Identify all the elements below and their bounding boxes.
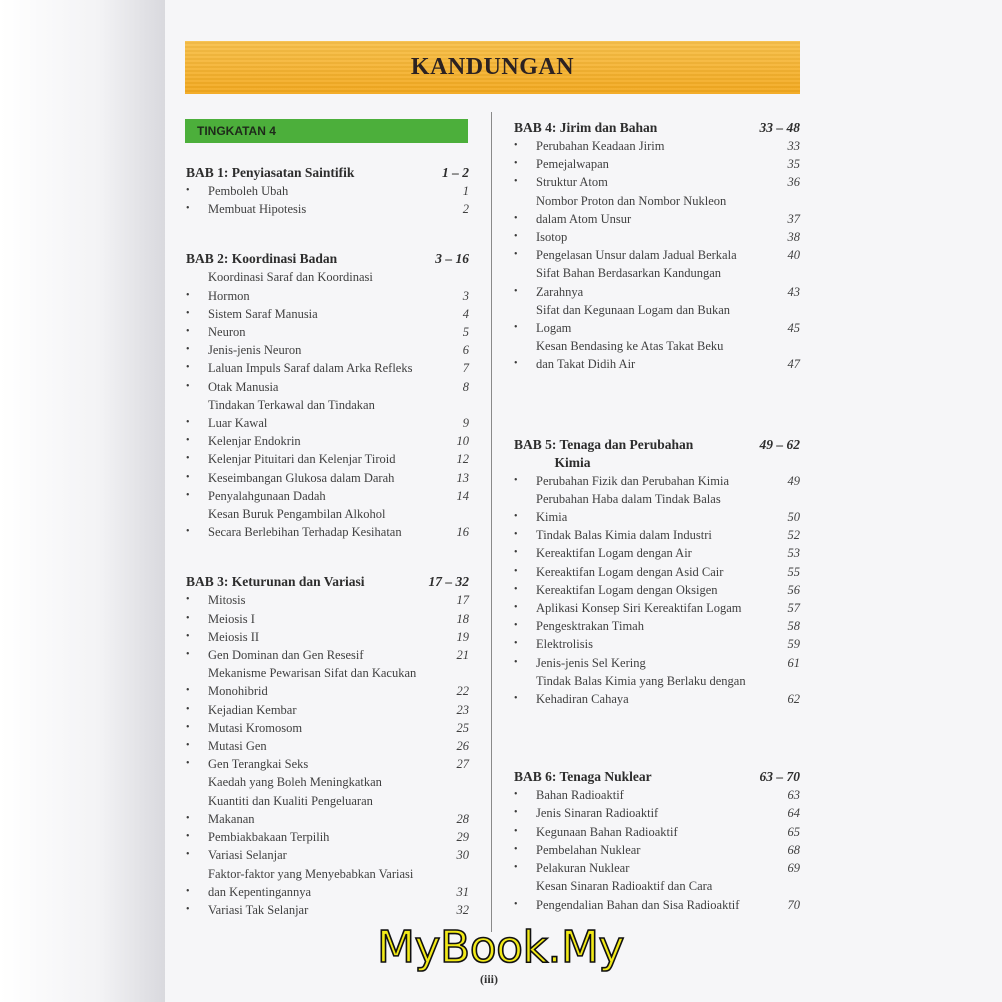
toc-entry[interactable] (186, 323, 469, 341)
bullet-icon: • (186, 630, 190, 642)
toc-entry-text: Pemboleh Ubah (208, 184, 289, 198)
toc-entry-page: 37 (787, 211, 800, 226)
bullet-icon: • (186, 903, 190, 915)
toc-entry[interactable] (514, 137, 800, 155)
left-column (186, 164, 469, 919)
toc-entry-text: Faktor-faktor yang Menyebabkan Variasi dan Kepentingannya (208, 866, 414, 899)
bullet-icon: • (186, 849, 190, 861)
toc-entry-text: Pelakuran Nuklear (536, 861, 630, 876)
bullet-icon: • (514, 212, 518, 224)
toc-entry-text: Mekanisme Pewarisan Sifat dan Kacukan Monohibrid (208, 666, 417, 699)
toc-entry-page: 26 (456, 739, 469, 754)
toc-entry-page: 40 (787, 248, 800, 263)
toc-entry-page: 17 (456, 593, 469, 608)
toc-entry[interactable] (186, 628, 469, 646)
toc-entry-text: Kesan Buruk Pengambilan Alkohol Secara Berlebihan Terhadap Kesihatan (208, 507, 402, 540)
toc-entry[interactable] (186, 846, 469, 864)
toc-entry[interactable] (186, 865, 469, 901)
toc-entry[interactable] (514, 472, 800, 490)
bullet-icon: • (186, 203, 190, 215)
toc-entry-page: 64 (787, 806, 800, 821)
bullet-icon: • (514, 322, 518, 334)
bullet-icon: • (514, 547, 518, 559)
toc-entry-page: 28 (456, 811, 469, 826)
toc-entry-text: Perubahan Haba dalam Tindak Balas Kimia (536, 491, 721, 525)
right-column (514, 119, 800, 914)
toc-entry-text: Perubahan Fizik dan Perubahan Kimia (536, 473, 730, 488)
bullet-icon: • (514, 529, 518, 541)
toc-entry-page: 38 (787, 230, 800, 245)
toc-entry-text: Keseimbangan Glukosa dalam Darah (208, 470, 395, 485)
chapter-heading[interactable] (514, 436, 800, 472)
bullet-icon: • (186, 362, 190, 374)
bullet-icon: • (514, 862, 518, 874)
toc-entry-page: 49 (787, 473, 800, 488)
toc-entry[interactable] (186, 737, 469, 755)
toc-entry[interactable] (186, 646, 469, 664)
chapter-page-range: 49 – 62 (759, 436, 800, 452)
toc-entry-page: 25 (456, 720, 469, 735)
toc-entry-text: Sistem Saraf Manusia (208, 306, 318, 321)
bullet-icon: • (186, 380, 190, 392)
toc-entry-page: 6 (462, 343, 469, 358)
chapter-page-range: 1 – 2 (442, 165, 469, 180)
toc-entry-page: 19 (456, 629, 469, 644)
bullet-icon: • (186, 885, 190, 897)
toc-entry-page: 2 (462, 202, 469, 217)
toc-entry-page: 7 (462, 361, 469, 376)
toc-entry[interactable] (186, 432, 469, 450)
bullet-icon: • (186, 594, 190, 606)
toc-entry[interactable] (514, 672, 800, 708)
toc-entry-text: Pengelasan Unsur dalam Jadual Berkala (536, 248, 737, 263)
toc-entry[interactable] (186, 305, 469, 323)
chapter-heading[interactable] (514, 119, 800, 137)
toc-entry[interactable] (514, 490, 800, 526)
toc-entry-page: 31 (456, 884, 469, 899)
toc-entry-text: Pengesktrakan Timah (536, 619, 644, 634)
chapter-block (514, 436, 800, 709)
toc-entry-text: Gen Terangkai Seks (208, 757, 309, 772)
bullet-icon: • (514, 158, 518, 170)
toc-entry[interactable] (514, 581, 800, 599)
toc-entry-page: 52 (787, 528, 800, 543)
toc-entry[interactable] (186, 182, 469, 200)
toc-entry-page: 21 (456, 648, 469, 663)
toc-entry-text: Mutasi Kromosom (208, 720, 303, 735)
bullet-icon: • (514, 583, 518, 595)
toc-entry-page: 16 (456, 525, 469, 540)
toc-entry-text: Pemejalwapan (536, 157, 609, 172)
bullet-icon: • (186, 185, 190, 196)
bullet-icon: • (186, 612, 190, 624)
toc-entry-text: Kesan Bendasing ke Atas Takat Beku dan Takat Didih Air (536, 339, 724, 372)
toc-entry[interactable] (186, 505, 469, 541)
toc-entry-text: Variasi Tak Selanjar (208, 902, 309, 917)
toc-entry[interactable] (514, 786, 800, 804)
bullet-icon: • (186, 326, 190, 338)
toc-entry-text: Kegunaan Bahan Radioaktif (536, 824, 678, 839)
toc-entry-text: Gen Dominan dan Gen Resesif (208, 648, 364, 663)
toc-entry-page: 27 (456, 757, 469, 772)
bullet-icon: • (186, 812, 190, 824)
toc-entry[interactable] (186, 828, 469, 846)
toc-entry-page: 69 (787, 861, 800, 876)
toc-entry-page: 68 (787, 842, 800, 857)
bullet-icon: • (514, 231, 518, 243)
toc-entry-page: 55 (787, 564, 800, 579)
column-divider (491, 112, 492, 932)
toc-entry-page: 53 (787, 546, 800, 561)
toc-entry-page: 35 (787, 157, 800, 172)
bullet-icon: • (514, 358, 518, 370)
toc-entry[interactable] (514, 526, 800, 544)
bullet-icon: • (186, 307, 190, 319)
bullet-icon: • (514, 620, 518, 632)
toc-entry-text: Aplikasi Konsep Siri Kereaktifan Logam (536, 601, 742, 616)
toc-entry-page: 43 (787, 284, 800, 299)
toc-entry[interactable] (186, 487, 469, 505)
toc-entry-page: 14 (456, 488, 469, 503)
toc-entry[interactable] (514, 192, 800, 228)
bullet-icon: • (186, 526, 190, 538)
bullet-icon: • (186, 435, 190, 447)
toc-entry-text: Tindak Balas Kimia yang Berlaku dengan Kehadiran Cahaya (536, 673, 746, 707)
toc-entry-page: 47 (787, 357, 800, 372)
toc-entry[interactable] (514, 599, 800, 617)
section-tag: TINGKATAN 4 (185, 119, 468, 143)
toc-entry[interactable] (514, 635, 800, 653)
toc-entry[interactable] (514, 544, 800, 562)
toc-entry-text: Isotop (536, 230, 568, 245)
bullet-icon: • (186, 831, 190, 843)
bullet-icon: • (186, 289, 190, 301)
toc-entry-text: Elektrolisis (536, 637, 593, 652)
bullet-icon: • (514, 807, 518, 819)
toc-entry[interactable] (514, 841, 800, 859)
bullet-icon: • (514, 898, 518, 910)
chapter-page-range: 63 – 70 (759, 769, 800, 785)
toc-entry-text: Jenis-jenis Sel Kering (536, 655, 646, 670)
chapter-heading[interactable] (186, 164, 469, 182)
toc-entry-page: 33 (787, 139, 800, 153)
toc-entry-page: 32 (456, 902, 469, 917)
bullet-icon: • (186, 649, 190, 661)
bullet-icon: • (514, 565, 518, 577)
toc-entry-text: Penyalahgunaan Dadah (208, 488, 326, 503)
toc-entry[interactable] (186, 359, 469, 377)
toc-entry-page: 8 (462, 379, 469, 394)
bullet-icon: • (514, 825, 518, 837)
bullet-icon: • (514, 693, 518, 705)
toc-entry[interactable] (514, 617, 800, 635)
toc-entry[interactable] (514, 301, 800, 337)
chapter-block (514, 768, 800, 913)
toc-entry-text: Sifat dan Kegunaan Logam dan Bukan Logam (536, 302, 731, 336)
toc-entry-page: 9 (462, 416, 469, 431)
chapter-title: BAB 2: Koordinasi Badan (186, 251, 338, 267)
toc-entry-text: Kereaktifan Logam dengan Oksigen (536, 582, 718, 597)
title-banner (185, 41, 800, 94)
toc-entry-page: 57 (787, 601, 800, 616)
toc-entry-text: Laluan Impuls Saraf dalam Arka Refleks (208, 361, 413, 376)
watermark-logo: MyBook.My (377, 922, 624, 973)
toc-entry[interactable] (514, 228, 800, 246)
bullet-icon: • (514, 474, 518, 486)
toc-entry[interactable] (514, 859, 800, 877)
toc-entry[interactable] (186, 610, 469, 628)
toc-entry-text: Kereaktifan Logam dengan Air (536, 546, 692, 561)
toc-entry-text: Membuat Hipotesis (208, 202, 307, 217)
toc-entry-page: 13 (456, 470, 469, 485)
toc-entry-page: 56 (787, 582, 800, 597)
bullet-icon: • (186, 758, 190, 770)
toc-entry-text: Kaedah yang Boleh Meningkatkan Kuantiti dan Kualiti Pengeluaran Makanan (208, 775, 382, 826)
toc-entry-page: 70 (787, 897, 800, 912)
toc-entry-page: 50 (787, 510, 800, 525)
toc-entry-page: 3 (462, 288, 469, 303)
bullet-icon: • (186, 721, 190, 733)
toc-entry-text: Kesan Sinaran Radioaktif dan Cara Pengendalian Bahan dan Sisa Radioaktif (536, 879, 740, 912)
toc-entry-page: 22 (456, 684, 469, 699)
toc-entry-text: Variasi Selanjar (208, 848, 287, 863)
chapter-block (186, 573, 469, 919)
chapter-title: BAB 1: Penyiasatan Saintifik (186, 165, 355, 180)
toc-entry-page: 5 (462, 325, 469, 340)
toc-entry-text: Mutasi Gen (208, 739, 267, 754)
bullet-icon: • (186, 489, 190, 501)
toc-entry-text: Tindak Balas Kimia dalam Industri (536, 528, 712, 543)
toc-entry-text: Neuron (208, 325, 246, 340)
chapter-page-range: 17 – 32 (428, 574, 469, 590)
toc-entry-text: Jenis-jenis Neuron (208, 343, 302, 358)
toc-entry[interactable] (514, 264, 800, 300)
toc-entry[interactable] (514, 563, 800, 581)
toc-entry-text: Sifat Bahan Berdasarkan Kandungan Zarahnya (536, 266, 722, 299)
toc-entry[interactable] (186, 341, 469, 359)
chapter-heading[interactable] (186, 573, 469, 591)
toc-entry-text: Kelenjar Endokrin (208, 434, 301, 449)
chapter-block (514, 119, 800, 374)
chapter-page-range: 3 – 16 (435, 251, 469, 267)
toc-entry[interactable] (186, 755, 469, 773)
chapter-heading[interactable] (514, 768, 800, 786)
toc-entry-page: 36 (787, 175, 800, 190)
toc-entry-text: Bahan Radioaktif (536, 788, 624, 803)
toc-entry-text: Tindakan Terkawal dan Tindakan Luar Kawal (208, 397, 375, 431)
toc-entry[interactable] (186, 701, 469, 719)
toc-entry[interactable] (514, 155, 800, 173)
toc-entry-text: Nombor Proton dan Nombor Nukleon dalam Atom Unsur (536, 193, 727, 226)
bullet-icon: • (186, 703, 190, 715)
bullet-icon: • (186, 685, 190, 697)
toc-entry-page: 61 (787, 655, 800, 670)
toc-entry[interactable] (514, 173, 800, 191)
toc-entry-text: Pembiakbakaan Terpilih (208, 830, 330, 845)
toc-entry-text: Kejadian Kembar (208, 702, 297, 717)
toc-entry[interactable] (186, 200, 469, 218)
bullet-icon: • (514, 602, 518, 614)
toc-entry-text: Meiosis II (208, 629, 260, 644)
toc-entry-page: 12 (456, 452, 469, 467)
bullet-icon: • (514, 140, 518, 151)
toc-entry-page: 62 (787, 692, 800, 707)
toc-entry[interactable] (514, 246, 800, 264)
toc-entry[interactable] (186, 719, 469, 737)
chapter-heading[interactable] (186, 250, 469, 268)
toc-entry-page: 23 (456, 702, 469, 717)
chapter-title: BAB 3: Keturunan dan Variasi (186, 574, 365, 590)
bullet-icon: • (514, 789, 518, 801)
bullet-icon: • (514, 249, 518, 261)
toc-entry[interactable] (186, 450, 469, 468)
toc-entry[interactable] (514, 823, 800, 841)
toc-entry-text: Kereaktifan Logam dengan Asid Cair (536, 564, 724, 579)
chapter-block (186, 250, 469, 541)
toc-entry-text: Jenis Sinaran Radioaktif (536, 806, 659, 821)
toc-entry-page: 4 (462, 306, 469, 321)
page-title: KANDUNGAN (410, 54, 575, 80)
bullet-icon: • (186, 471, 190, 483)
toc-entry-page: 30 (456, 848, 469, 863)
chapter-block (186, 164, 469, 218)
toc-entry-page: 18 (456, 611, 469, 626)
toc-entry[interactable] (186, 469, 469, 487)
toc-entry-text: Perubahan Keadaan Jirim (536, 139, 665, 153)
toc-entry-text: Mitosis (208, 593, 246, 608)
bullet-icon: • (514, 843, 518, 855)
toc-entry-text: Struktur Atom (536, 175, 608, 190)
toc-entry-text: Meiosis I (208, 611, 255, 626)
toc-entry-page: 58 (787, 619, 800, 634)
bullet-icon: • (514, 285, 518, 297)
toc-entry-text: Otak Manusia (208, 379, 279, 394)
toc-entry-page: 65 (787, 824, 800, 839)
bullet-icon: • (514, 176, 518, 188)
toc-entry-page: 63 (787, 788, 800, 803)
toc-entry-page: 59 (787, 637, 800, 652)
toc-entry[interactable] (186, 591, 469, 609)
bullet-icon: • (186, 453, 190, 465)
page-number: (iii) (480, 972, 498, 986)
toc-entry-page: 10 (456, 434, 469, 449)
toc-entry-page: 29 (456, 830, 469, 845)
toc-entry[interactable] (514, 804, 800, 822)
toc-entry[interactable] (186, 396, 469, 432)
book-spine-shadow (0, 0, 165, 1002)
toc-entry-text: Kelenjar Pituitari dan Kelenjar Tiroid (208, 452, 396, 467)
toc-entry[interactable] (186, 773, 469, 828)
chapter-title: BAB 6: Tenaga Nuklear (514, 769, 652, 785)
bullet-icon: • (514, 638, 518, 650)
bullet-icon: • (186, 344, 190, 356)
toc-entry[interactable] (186, 901, 469, 919)
bullet-icon: • (186, 740, 190, 752)
chapter-page-range: 33 – 48 (759, 120, 800, 135)
toc-entry[interactable] (514, 337, 800, 373)
toc-entry-text: Pembelahan Nuklear (536, 842, 641, 857)
toc-entry[interactable] (514, 877, 800, 913)
bullet-icon: • (186, 417, 190, 429)
toc-entry[interactable] (514, 654, 800, 672)
toc-entry-page: 1 (462, 184, 469, 198)
toc-entry[interactable] (186, 268, 469, 304)
toc-entry[interactable] (186, 378, 469, 396)
toc-entry-text: Koordinasi Saraf dan Koordinasi Hormon (208, 270, 373, 303)
chapter-title: BAB 5: Tenaga dan Perubahan Kimia (514, 436, 694, 470)
toc-entry-page: 45 (787, 321, 800, 336)
bullet-icon: • (514, 656, 518, 668)
bullet-icon: • (514, 511, 518, 523)
toc-entry[interactable] (186, 664, 469, 700)
chapter-title: BAB 4: Jirim dan Bahan (514, 120, 658, 135)
